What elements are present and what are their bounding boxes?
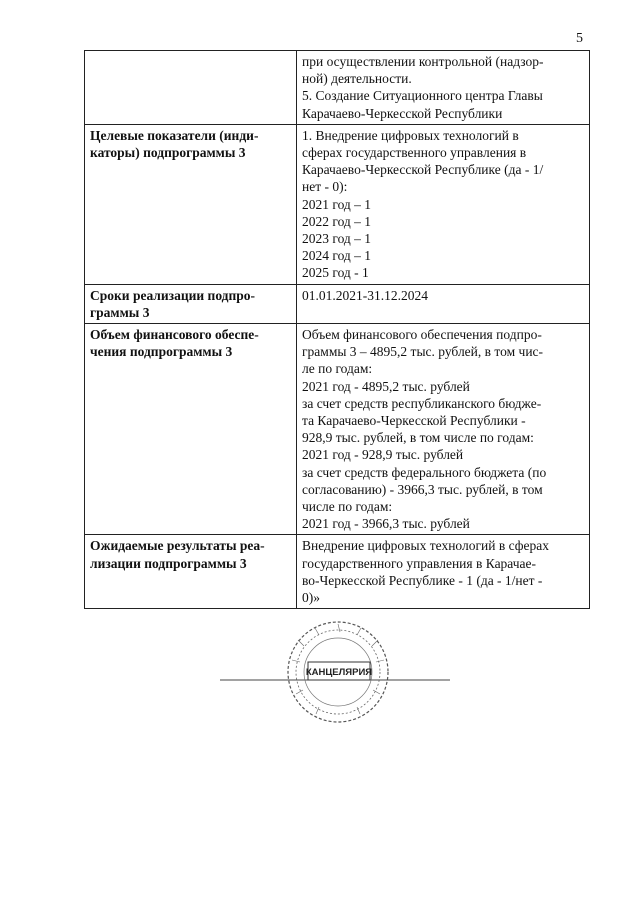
- row-label: Целевые показатели (инди-каторы) подпрограммы 3: [85, 124, 297, 284]
- value-line: Внедрение цифровых технологий в сферах: [302, 538, 549, 554]
- value-line: 1. Внедрение цифровых технологий в: [302, 127, 519, 143]
- value-line: 0)»: [302, 590, 320, 606]
- value-line: за счет средств республиканского бюдже-: [302, 395, 542, 411]
- value-line: Карачаево-Черкесской Республике (да - 1/: [302, 162, 544, 178]
- value-line: 2024 год – 1: [302, 248, 372, 264]
- table-row: [85, 324, 590, 535]
- value-line: граммы 3 – 4895,2 тыс. рублей, в том чис-: [302, 344, 544, 360]
- seal-stamp: [220, 610, 450, 725]
- value-line: 01.01.2021-31.12.2024: [302, 287, 428, 303]
- row-value: [297, 324, 590, 535]
- row-value: [297, 284, 590, 323]
- table-row: [85, 124, 590, 284]
- table-row: [85, 51, 590, 125]
- row-label: Сроки реализации подпро-граммы 3: [85, 284, 297, 323]
- row-value: [297, 51, 590, 125]
- value-line: сферах государственного управления в: [302, 145, 527, 161]
- value-line: во-Черкесской Республике - 1 (да - 1/нет -: [302, 572, 543, 588]
- value-line: 2021 год - 4895,2 тыс. рублей: [302, 378, 470, 394]
- value-line: ной) деятельности.: [302, 71, 412, 87]
- value-line: 2022 год – 1: [302, 213, 372, 229]
- table-row: [85, 535, 590, 609]
- table-row: [85, 284, 590, 323]
- row-label: Ожидаемые результаты реа-лизации подпрограммы 3: [85, 535, 297, 609]
- row-label: Объем финансового обеспе-чения подпрограммы 3: [85, 324, 297, 535]
- value-line: Карачаево-Черкесской Республики: [302, 105, 503, 121]
- value-line: Объем финансового обеспечения подпро-: [302, 327, 542, 343]
- value-line: 2021 год – 1: [302, 196, 372, 212]
- value-line: 928,9 тыс. рублей, в том числе по годам:: [302, 430, 534, 446]
- row-label: [85, 51, 297, 125]
- stamp-icon: [220, 610, 450, 725]
- value-line: числе по годам:: [302, 499, 393, 515]
- value-line: та Карачаево-Черкесской Республики -: [302, 413, 526, 429]
- value-line: согласованию) - 3966,3 тыс. рублей, в том: [302, 481, 543, 497]
- value-line: 5. Создание Ситуационного центра Главы: [302, 88, 543, 104]
- passport-table: [84, 50, 590, 609]
- value-line: 2021 год - 3966,3 тыс. рублей: [302, 516, 470, 532]
- row-value: [297, 124, 590, 284]
- value-line: ле по годам:: [302, 361, 373, 377]
- value-line: 2025 год - 1: [302, 265, 369, 281]
- value-line: за счет средств федерального бюджета (по: [302, 464, 547, 480]
- value-line: 2023 год – 1: [302, 231, 372, 247]
- value-line: при осуществлении контрольной (надзор-: [302, 54, 544, 69]
- stamp-text: КАНЦЕЛЯРИЯ: [305, 667, 373, 678]
- value-line: государственного управления в Карачае-: [302, 555, 537, 571]
- value-line: 2021 год - 928,9 тыс. рублей: [302, 447, 464, 463]
- value-line: нет - 0):: [302, 179, 348, 195]
- page-number: 5: [576, 31, 583, 46]
- row-value: [297, 535, 590, 609]
